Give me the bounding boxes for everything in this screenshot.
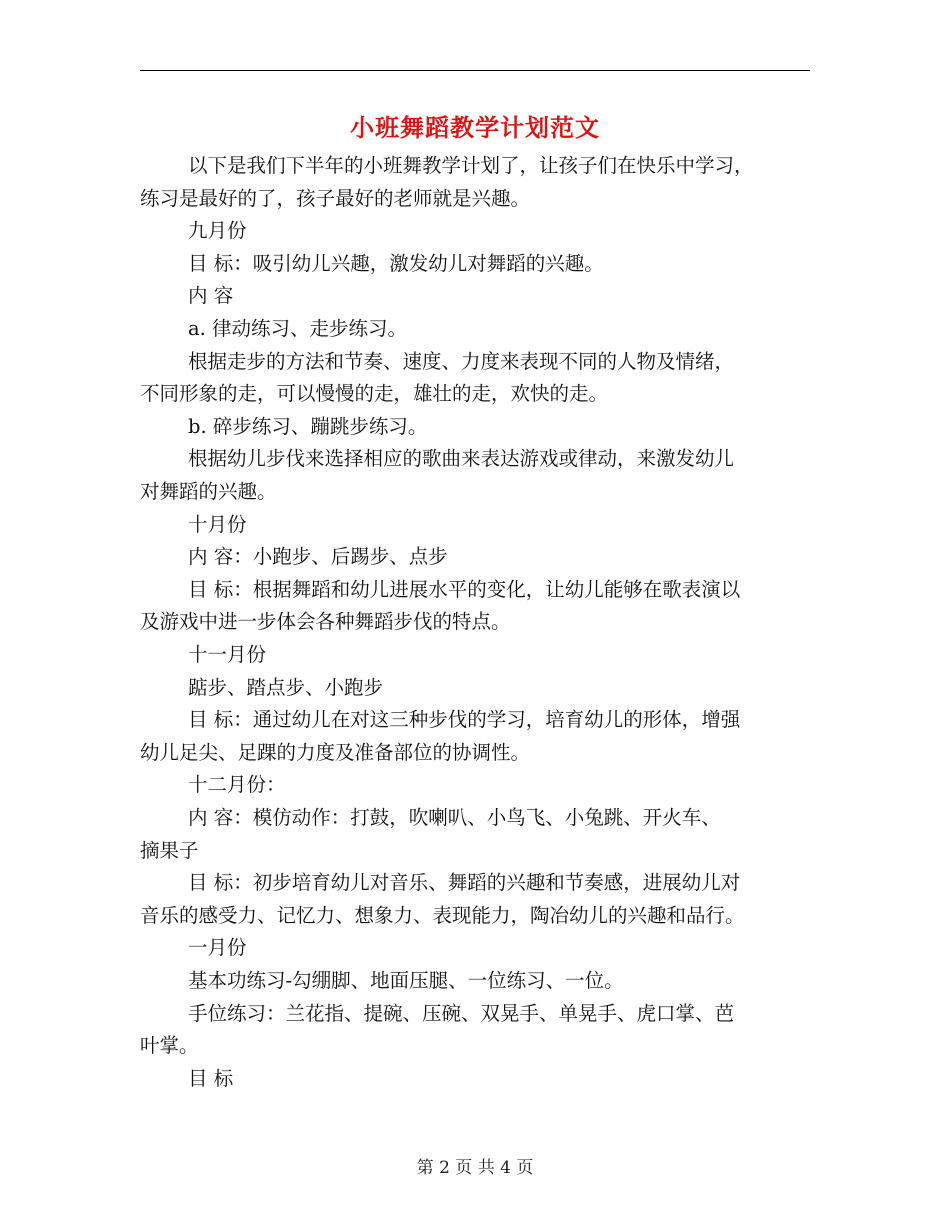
paragraph-line: 摘果子 [140,838,199,862]
paragraph-line: 对舞蹈的兴趣。 [140,479,277,503]
paragraph [140,965,810,998]
paragraph [140,769,810,802]
paragraph-line: a. 律动练习、走步练习。 [188,317,408,340]
paragraph [140,932,810,965]
paragraph-line: 目 标：通过幼儿在对这三种步伐的学习，培育幼儿的形体，增强 [188,708,741,732]
paragraph-line: 练习是最好的了，孩子最好的老师就是兴趣。 [140,186,531,210]
paragraph-line: 基本功练习-勾绷脚、地面压腿、一位练习、一位。 [188,969,624,992]
paragraph-line: 手位练习：兰花指、提碗、压碗、双晃手、单晃手、虎口掌、芭 [188,1001,735,1025]
paragraph [140,150,810,215]
paragraph-line: 内 容 [188,284,234,308]
paragraph-line: b. 碎步练习、蹦跳步练习。 [188,414,428,438]
paragraph-line: 目 标：初步培育幼儿对音乐、舞蹈的兴趣和节奏感，进展幼儿对 [188,871,741,895]
paragraph-line: 目 标：根据舞蹈和幼儿进展水平的变化，让幼儿能够在歌表演以 [188,577,741,601]
paragraph-line: 十二月份： [188,773,286,797]
paragraph [140,1063,810,1096]
paragraph-line: 以下是我们下半年的小班舞教学计划了，让孩子们在快乐中学习， [188,154,754,177]
paragraph [140,411,810,444]
paragraph [140,215,810,248]
paragraph-line: 十月份 [188,512,247,536]
paragraph-line: 不同形象的走，可以慢慢的走，雄壮的走，欢快的走。 [140,382,609,406]
paragraph [140,867,810,932]
paragraph [140,248,810,281]
paragraph-line: 根据走步的方法和节奏、速度、力度来表现不同的人物及情绪， [188,349,735,373]
paragraph-line: 九月份 [188,219,247,243]
paragraph-line: 根据幼儿步伐来选择相应的歌曲来表达游戏或律动，来激发幼儿 [188,447,735,471]
paragraph [140,313,810,346]
paragraph-line: 十一月份 [188,643,267,666]
paragraph [140,280,810,313]
document-title: 小班舞蹈教学计划范文 [350,113,600,142]
paragraph [140,346,810,411]
paragraph-line: 叶掌。 [140,1034,199,1058]
paragraph [140,639,810,672]
paragraph-line: 及游戏中进一步体会各种舞蹈步伐的特点。 [140,610,511,634]
paragraph-line: 目 标：吸引幼儿兴趣，激发幼儿对舞蹈的兴趣。 [188,251,604,275]
header-rule [140,70,810,71]
paragraph-line: 踮步、踏点步、小跑步 [188,675,384,699]
paragraph [140,802,810,867]
paragraph [140,672,810,705]
paragraph-line: 一月份 [188,936,247,960]
paragraph [140,443,810,508]
paragraph-line: 内 容：模仿动作：打鼓，吹喇叭、小鸟飞、小兔跳、开火车、 [188,806,721,829]
paragraph-line: 音乐的感受力、记忆力、想象力、表现能力，陶冶幼儿的兴趣和品行。 [140,903,745,927]
paragraph [140,574,810,639]
paragraph [140,541,810,574]
paragraph [140,509,810,542]
paragraph-line: 幼儿足尖、足踝的力度及准备部位的协调性。 [140,740,531,764]
paragraph [140,704,810,769]
paragraph-line: 目 标 [188,1066,234,1090]
page-footer: 第 2 页 共 4 页 [416,1158,534,1178]
paragraph-line: 内 容：小跑步、后踢步、点步 [188,545,448,569]
paragraph [140,998,810,1063]
